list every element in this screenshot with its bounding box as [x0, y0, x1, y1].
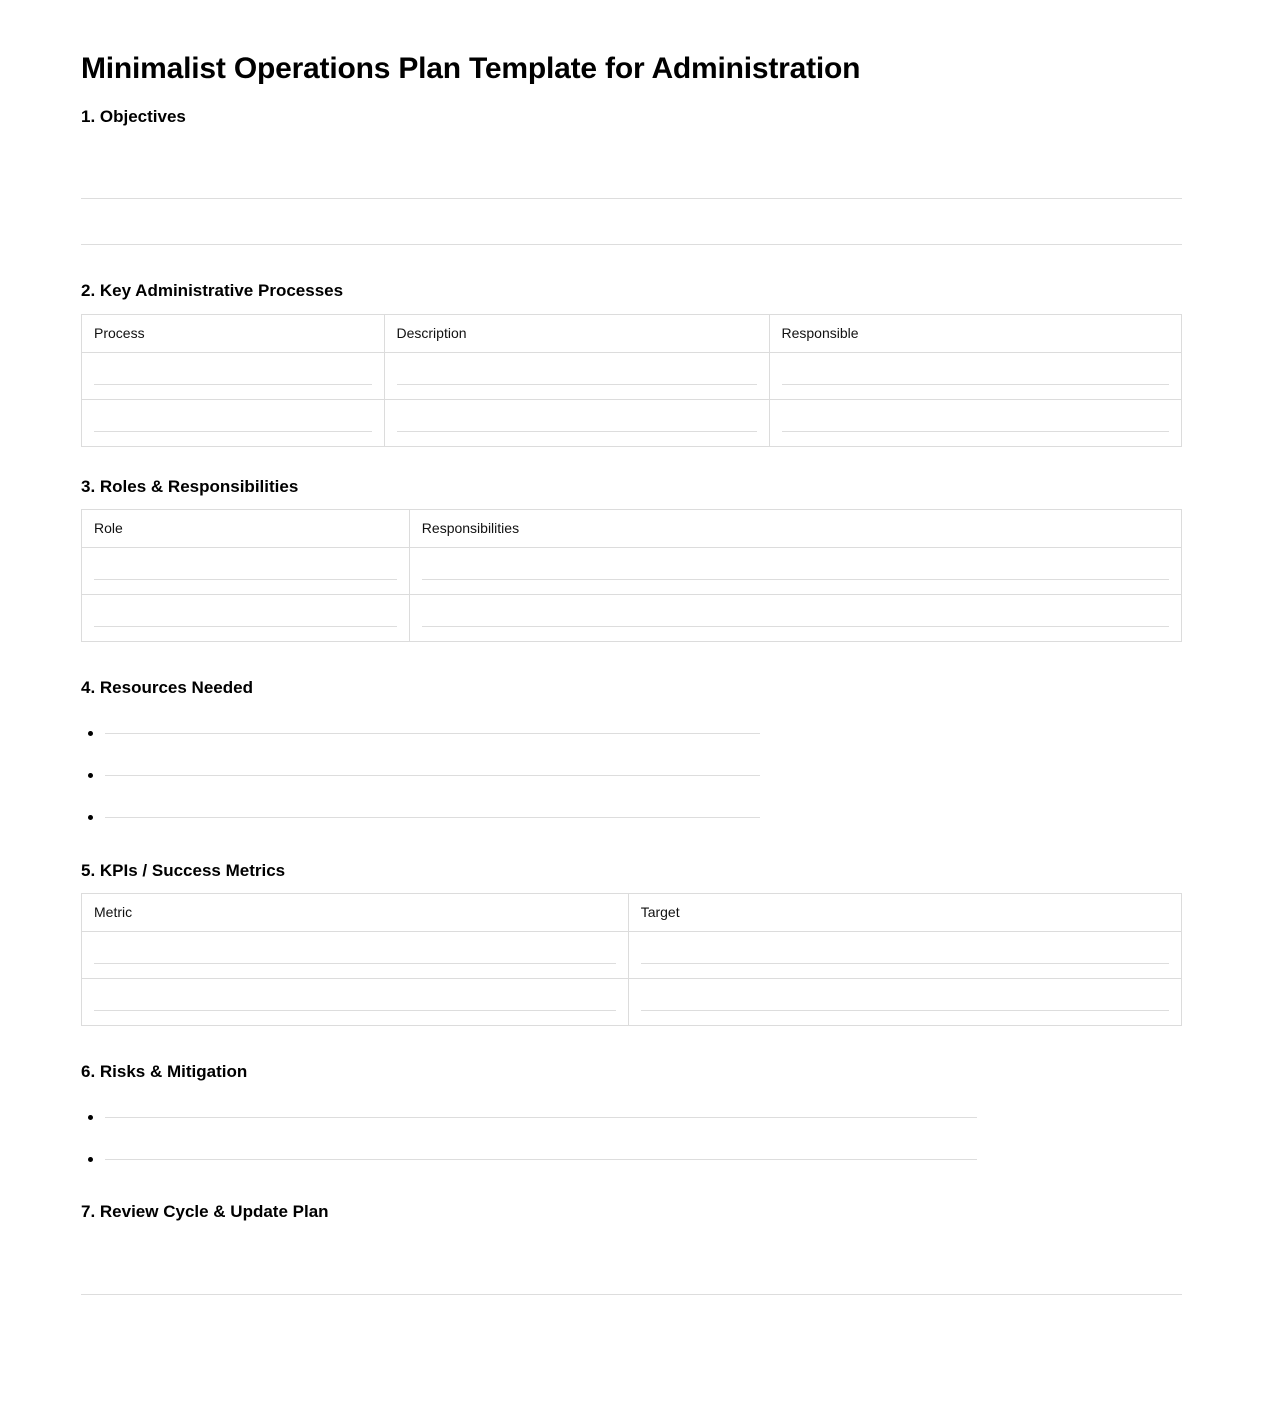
bullet-fill-line — [105, 817, 760, 818]
spacer — [81, 642, 1182, 678]
spacer — [81, 1026, 1182, 1062]
spacer — [81, 447, 1182, 477]
cell-responsibilities[interactable] — [409, 595, 1181, 642]
section-kpis-success-metrics — [81, 861, 1182, 1026]
table-row — [82, 931, 1182, 978]
column-header-description: Description — [384, 314, 769, 352]
section-objectives — [81, 107, 1182, 245]
bullet-dot-icon — [88, 815, 93, 820]
spacer — [81, 699, 1182, 713]
blank-line-area — [81, 153, 1182, 198]
column-header-role: Role — [82, 510, 410, 548]
objectives-blank-lines — [81, 153, 1182, 245]
table-row — [82, 352, 1182, 399]
section-heading-review-cycle-update-plan: 7. Review Cycle & Update Plan — [81, 1202, 329, 1222]
risks-bullet-list — [81, 1096, 1182, 1180]
spacer — [81, 1180, 1182, 1202]
table-row — [82, 548, 1182, 595]
spacer — [81, 1082, 1182, 1096]
cell-fill-line — [94, 626, 397, 627]
cell-fill-line — [422, 626, 1169, 627]
bullet-fill-line — [105, 1159, 977, 1160]
table-row — [82, 978, 1182, 1025]
section-heading-key-administrative-processes: 2. Key Administrative Processes — [81, 281, 344, 301]
cell-fill-line — [94, 1010, 616, 1011]
table-row — [82, 595, 1182, 642]
spacer — [81, 85, 1182, 107]
blank-line-area — [81, 1249, 1182, 1294]
section-review-cycle-update-plan — [81, 1202, 1182, 1294]
table-header-row — [82, 510, 1182, 548]
list-item[interactable] — [81, 755, 1182, 797]
list-item[interactable] — [81, 797, 1182, 839]
bullet-fill-line — [105, 733, 760, 734]
bullet-fill-line — [105, 1117, 977, 1118]
blank-line-1[interactable] — [81, 1294, 1182, 1295]
cell-responsible[interactable] — [769, 399, 1182, 446]
column-header-process: Process — [82, 314, 385, 352]
cell-responsible[interactable] — [769, 352, 1182, 399]
cell-fill-line — [782, 384, 1170, 385]
cell-target[interactable] — [628, 931, 1181, 978]
column-header-target: Target — [628, 893, 1181, 931]
cell-fill-line — [782, 431, 1170, 432]
column-header-metric: Metric — [82, 893, 629, 931]
cell-fill-line — [397, 384, 757, 385]
cell-role[interactable] — [82, 548, 410, 595]
resources-bullet-list — [81, 713, 1182, 839]
table-header-row — [82, 893, 1182, 931]
cell-process[interactable] — [82, 352, 385, 399]
review-cycle-blank-lines — [81, 1249, 1182, 1295]
kpis-table — [81, 893, 1182, 1026]
roles-table — [81, 509, 1182, 642]
cell-description[interactable] — [384, 399, 769, 446]
table-row — [82, 399, 1182, 446]
section-heading-roles-responsibilities: 3. Roles & Responsibilities — [81, 476, 299, 496]
section-heading-resources-needed: 4. Resources Needed — [81, 678, 253, 698]
column-header-responsible: Responsible — [769, 314, 1182, 352]
cell-description[interactable] — [384, 352, 769, 399]
column-header-responsibilities: Responsibilities — [409, 510, 1181, 548]
list-item[interactable] — [81, 713, 1182, 755]
section-heading-objectives: 1. Objectives — [81, 107, 186, 126]
cell-fill-line — [94, 963, 616, 964]
cell-fill-line — [641, 963, 1169, 964]
cell-target[interactable] — [628, 978, 1181, 1025]
table-header-row — [82, 314, 1182, 352]
page-title: Minimalist Operations Plan Template for Administration — [81, 52, 861, 85]
cell-role[interactable] — [82, 595, 410, 642]
cell-fill-line — [422, 579, 1169, 580]
section-risks-mitigation — [81, 1062, 1182, 1180]
bullet-dot-icon — [88, 1157, 93, 1162]
section-heading-kpis-success-metrics: 5. KPIs / Success Metrics — [81, 860, 286, 880]
section-key-administrative-processes — [81, 281, 1182, 446]
bullet-dot-icon — [88, 773, 93, 778]
cell-fill-line — [94, 431, 372, 432]
section-heading-risks-mitigation: 6. Risks & Mitigation — [81, 1061, 248, 1081]
cell-fill-line — [397, 431, 757, 432]
cell-responsibilities[interactable] — [409, 548, 1181, 595]
section-resources-needed — [81, 678, 1182, 838]
spacer — [81, 245, 1182, 281]
cell-metric[interactable] — [82, 978, 629, 1025]
cell-process[interactable] — [82, 399, 385, 446]
cell-fill-line — [641, 1010, 1169, 1011]
bullet-dot-icon — [88, 1115, 93, 1120]
blank-line-area — [81, 199, 1182, 244]
processes-table — [81, 314, 1182, 447]
cell-fill-line — [94, 384, 372, 385]
cell-metric[interactable] — [82, 931, 629, 978]
list-item[interactable] — [81, 1138, 1182, 1180]
spacer — [81, 839, 1182, 861]
bullet-fill-line — [105, 775, 760, 776]
bullet-dot-icon — [88, 731, 93, 736]
list-item[interactable] — [81, 1096, 1182, 1138]
cell-fill-line — [94, 579, 397, 580]
section-roles-responsibilities — [81, 477, 1182, 642]
